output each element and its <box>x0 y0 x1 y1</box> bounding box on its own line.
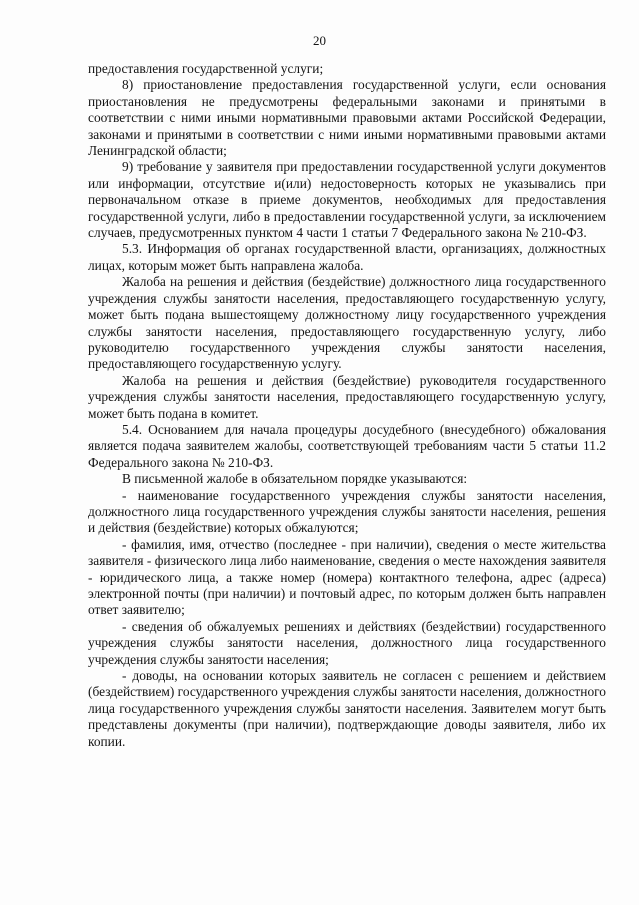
paragraph-complaint-official: Жалоба на решения и действия (бездействие) должностного лица государственного учреждения службы занятости населения, предоставляющего государственную услугу, может быть подана вышестоящему должностному лицу государственного учреждения службы занятости населения, предоставляющего государственную услугу, либо руководителю государственного учреждения службы занятости населения, предоставляющего государственную услугу. <box>88 274 606 372</box>
list-item-9: 9) требование у заявителя при предоставлении государственной услуги документов или информации, отсутствие и(или) недостоверность которых не указывались при первоначальном отказе в приеме документов, необходимых для предоставления государственной услуги, либо в предоставлении государственной услуги, за исключением случаев, предусмотренных пунктом 4 части 1 статьи 7 Федерального закона № 210-ФЗ. <box>88 159 606 241</box>
document-body <box>88 61 606 750</box>
bullet-item-applicant-details: - фамилия, имя, отчество (последнее - при наличии), сведения о месте жительства заявителя - физического лица либо наименование, сведения о месте нахождения заявителя - юридического лица, а также номер (номера) контактного телефона, адрес (адреса) электронной почты (при наличии) и почтовый адрес, по которым должен быть направлен ответ заявителю; <box>88 536 606 618</box>
section-5-3-heading: 5.3. Информация об органах государственной власти, организациях, должностных лицах, которым может быть направлена жалоба. <box>88 241 606 273</box>
page-number: 20 <box>313 33 326 48</box>
bullet-item-appealed-decisions: - сведения об обжалуемых решениях и действиях (бездействии) государственного учреждения службы занятости населения, должностного лица государственного учреждения службы занятости населения; <box>88 618 606 667</box>
bullet-item-institution: - наименование государственного учреждения службы занятости населения, должностного лица государственного учреждения службы занятости населения, решения и действия (бездействие) которых обжалуются; <box>88 487 606 536</box>
list-item-8: 8) приостановление предоставления государственной услуги, если основания приостановления не предусмотрены федеральными законами и принятыми в соответствии с ними иными нормативными правовыми актами Российской Федерации, законами и принятыми в соответствии с ними иными нормативными правовыми актами Ленинградской области; <box>88 77 606 159</box>
paragraph-written-complaint: В письменной жалобе в обязательном порядке указываются: <box>122 471 468 487</box>
section-5-4-paragraph: 5.4. Основанием для начала процедуры досудебного (внесудебного) обжалования является подача заявителем жалобы, соответствующей требованиям части 5 статьи 11.2 Федерального закона № 210-ФЗ. <box>88 421 606 470</box>
paragraph-complaint-head: Жалоба на решения и действия (бездействие) руководителя государственного учреждения службы занятости населения, предоставляющего государственную услугу, может быть подана в комитет. <box>88 372 606 421</box>
paragraph-continuation: предоставления государственной услуги; <box>88 61 324 76</box>
bullet-item-arguments: - доводы, на основании которых заявитель не согласен с решением и действием (бездействием) государственного учреждения службы занятости населения, должностного лица государственного учреждения службы занятости населения. Заявителем могут быть представлены документы (при наличии), подтверждающие доводы заявителя, либо их копии. <box>88 668 606 749</box>
